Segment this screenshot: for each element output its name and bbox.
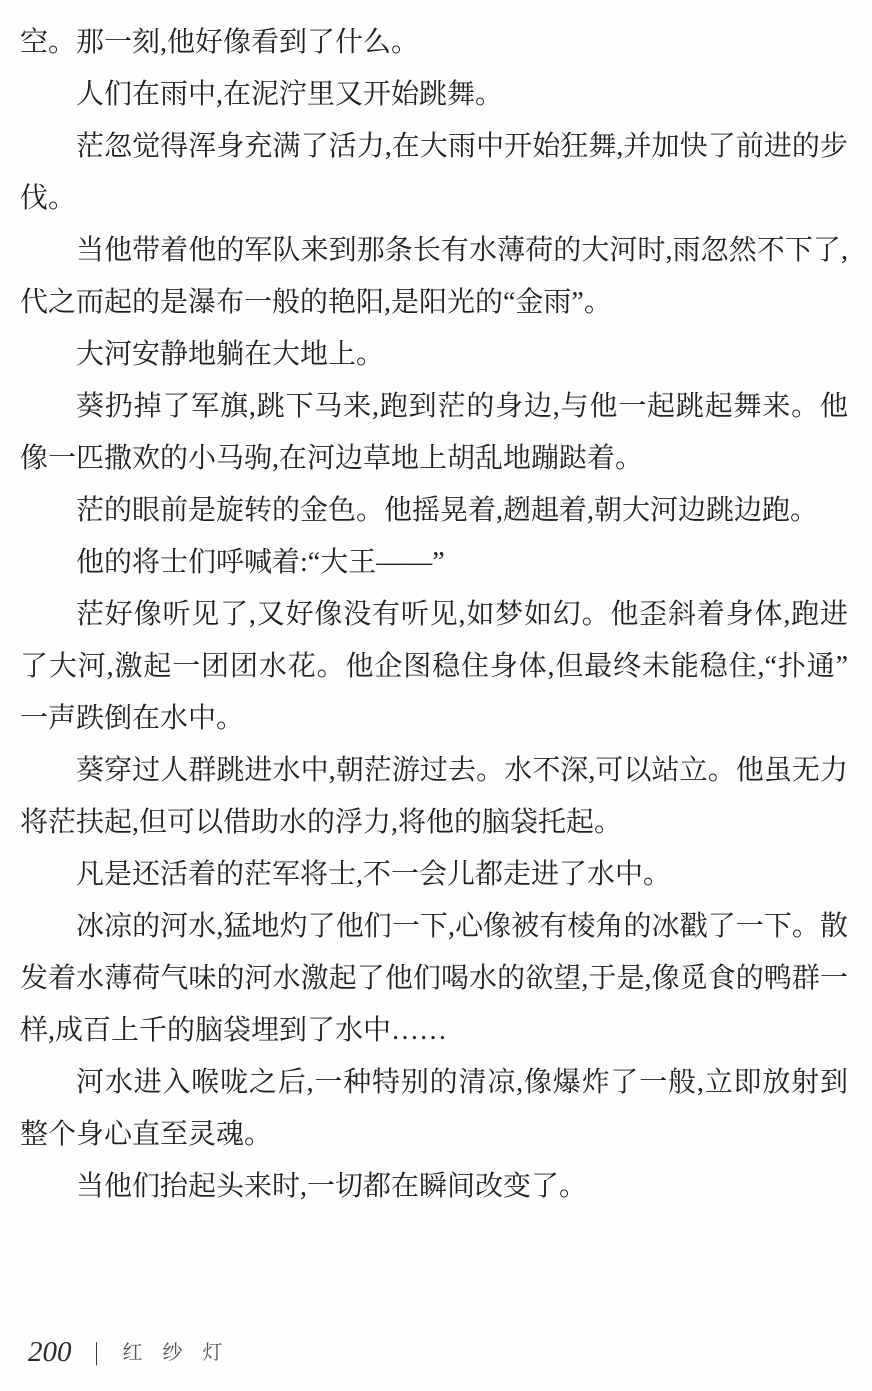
paragraph: 他的将士们呼喊着:“大王——” (76, 547, 445, 578)
page-number: 200 (28, 1336, 72, 1368)
paragraph: 空。那一刻,他好像看到了什么。 (20, 27, 420, 58)
paragraph: 茫的眼前是旋转的金色。他摇晃着,趔趄着,朝大河边跳边跑。 (76, 495, 819, 526)
paragraph: 当他带着他的军队来到那条长有水薄荷的大河时,雨忽然不下了,代之而起的是瀑布一般的艳阳,是阳光的“金雨”。 (20, 235, 848, 318)
paragraph: 葵穿过人群跳进水中,朝茫游过去。水不深,可以站立。他虽无力将茫扶起,但可以借助水的浮力,将他的脑袋托起。 (20, 755, 848, 838)
paragraph: 冰凉的河水,猛地灼了他们一下,心像被有棱角的冰戳了一下。散发着水薄荷气味的河水激起了他们喝水的欲望,于是,像觅食的鸭群一样,成百上千的脑袋埋到了水中…… (20, 911, 848, 1046)
paragraph: 茫忽觉得浑身充满了活力,在大雨中开始狂舞,并加快了前进的步伐。 (20, 131, 848, 214)
paragraph: 大河安静地躺在大地上。 (76, 339, 385, 370)
paragraph: 人们在雨中,在泥泞里又开始跳舞。 (76, 79, 504, 110)
paragraph: 茫好像听见了,又好像没有听见,如梦如幻。他歪斜着身体,跑进了大河,激起一团团水花。他企图稳住身体,但最终未能稳住,“扑通”一声跌倒在水中。 (20, 599, 848, 734)
paragraph: 葵扔掉了军旗,跳下马来,跑到茫的身边,与他一起跳起舞来。他像一匹撒欢的小马驹,在河边草地上胡乱地蹦跶着。 (20, 391, 848, 474)
paragraph: 凡是还活着的茫军将士,不一会儿都走进了水中。 (76, 859, 672, 890)
footer-separator: | (94, 1339, 99, 1366)
paragraph: 当他们抬起头来时,一切都在瞬间改变了。 (76, 1171, 588, 1202)
paragraph: 河水进入喉咙之后,一种特别的清凉,像爆炸了一般,立即放射到整个身心直至灵魂。 (20, 1067, 848, 1150)
book-title: 红纱灯 (122, 1341, 243, 1364)
page-footer (28, 1338, 243, 1367)
